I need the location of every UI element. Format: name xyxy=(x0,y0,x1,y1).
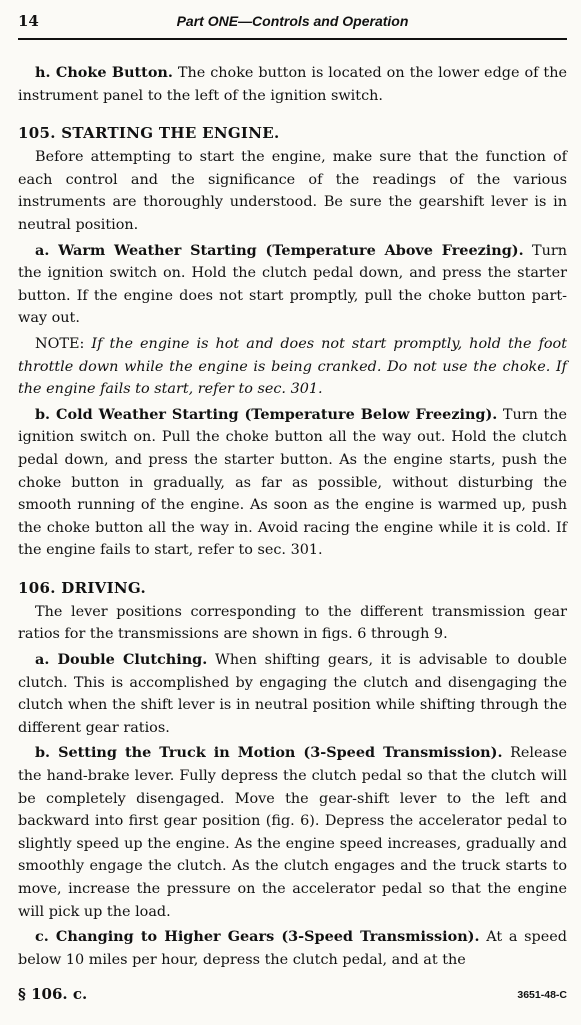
paragraph-text: The choke button is located on the lower edge of the instrument panel to the left of the ignition switch. xyxy=(18,65,567,104)
subsection-title: c. Changing to Higher Gears (3-Speed Transmission). xyxy=(35,928,480,946)
paragraph-text: When shifting gears, it is advisable to double clutch. This is accomplished by engaging the clutch and disengaging the clutch when the shift lever is in neutral position while shifting through the different gear ratios. xyxy=(18,652,568,736)
paragraph-text: Turn the ignition switch on. Hold the clutch pedal down, and press the starter button. If the engine does not start promptly, pull the choke button part-way out. xyxy=(18,242,567,327)
subsection-title: b. Cold Weather Starting (Temperature Below Freezing). xyxy=(35,405,498,423)
paragraph-note xyxy=(18,333,567,401)
paragraph-cold-weather xyxy=(18,404,567,562)
note-text: If the engine is hot and does not start promptly, hold the foot throttle down while the engine is being cranked. Do not use the choke. If the engine fails to start, refer to sec. 301. xyxy=(18,335,568,398)
page-footer xyxy=(18,981,567,1003)
page-body xyxy=(18,62,567,974)
paragraph-setting-in-motion xyxy=(18,742,567,923)
paragraph-text: Turn the ignition switch on. Pull the choke button all the way out. Hold the clutch pedal down, and press the starter button. As the engine starts, push the choke button in gradually, as far as possible, without disturbing the smooth running of the engine. As soon as the engine is warmed up, push the choke button all the way in. Avoid racing the engine while it is cold. If the engine fails to start, refer to sec. 301. xyxy=(18,406,568,559)
paragraph-105-intro: Before attempting to start the engine, make sure that the function of each control and the significance of the readings of the various instruments are thoroughly understood. Be sure the gearshift lever is in neutral position. xyxy=(18,149,567,233)
section-heading-106: 106. DRIVING. xyxy=(18,578,147,597)
section-heading-105: 105. STARTING THE ENGINE. xyxy=(18,124,280,143)
paragraph-higher-gears xyxy=(18,926,567,971)
paragraph-text: At a speed below 10 miles per hour, depress the clutch pedal, and at the xyxy=(18,929,567,968)
subsection-title: a. Double Clutching. xyxy=(35,651,208,669)
subsection-title: a. Warm Weather Starting (Temperature Above Freezing). xyxy=(35,241,524,259)
paragraph-choke-button xyxy=(18,62,567,107)
subsection-title: b. Setting the Truck in Motion (3-Speed Transmission). xyxy=(35,744,503,762)
page-number: 14 xyxy=(18,12,39,30)
paragraph-warm-weather xyxy=(18,240,567,330)
footer-section-ref: § 106. c. xyxy=(18,985,88,1003)
footer-code: 3651-48-C xyxy=(517,989,567,1001)
paragraph-double-clutching xyxy=(18,649,567,739)
note-label: NOTE: xyxy=(35,335,85,352)
running-head: Part ONE—Controls and Operation xyxy=(176,13,409,29)
paragraph-text: Release the hand-brake lever. Fully depress the clutch pedal so that the clutch will be completely disengaged. Move the gear-shift lever to the left and backward into first gear position (fig. 6). Depress the accelerator pedal to slightly speed up the engine. As the engine speed increases, gradually and smoothly engage the clutch. As the clutch engages and the truck starts to move, increase the pressure on the accelerator pedal so that the engine will pick up the load. xyxy=(18,745,568,920)
subsection-title: h. Choke Button. xyxy=(35,64,173,81)
page-header xyxy=(18,12,567,40)
paragraph-106-intro: The lever positions corresponding to the different transmission gear ratios for the transmissions are shown in figs. 6 through 9. xyxy=(18,603,567,643)
